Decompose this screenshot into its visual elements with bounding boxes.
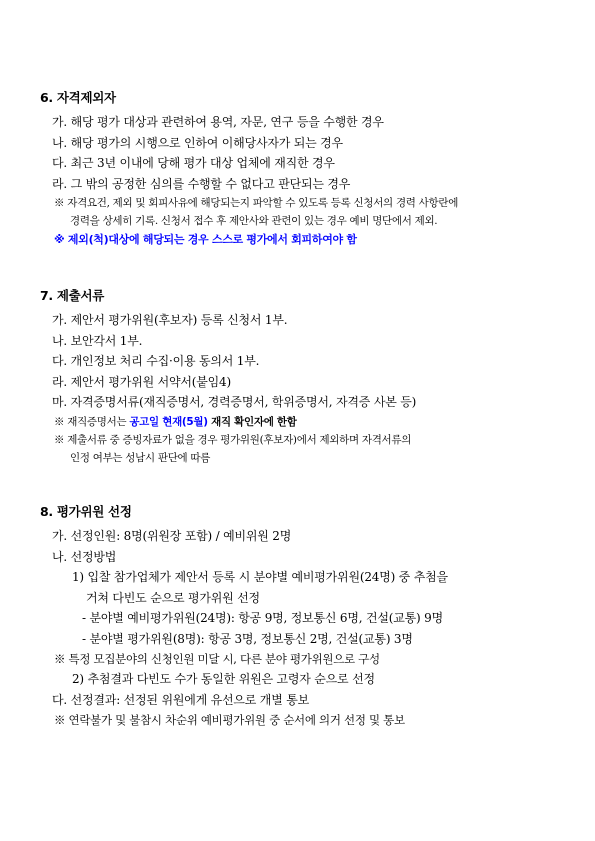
- employment-note-suffix: 재직 확인자에 한함: [207, 415, 297, 428]
- selection-shortage-note: ※ 특정 모집분야의 신청인원 미달 시, 다른 분야 평가위원으로 구성: [54, 652, 380, 666]
- document-item-ra: 라. 제안서 평가위원 서약서(붙임4): [52, 374, 231, 389]
- section-selection: [40, 502, 570, 730]
- employment-note-prefix: ※ 재직증명서는: [54, 415, 130, 428]
- disqualification-item-ga: 가. 해당 평가 대상과 관련하여 용역, 자문, 연구 등을 수행한 경우: [52, 115, 384, 129]
- disqualification-warning: ※ 제외(척)대상에 해당되는 경우 스스로 평가에서 회피하여야 함: [54, 233, 357, 246]
- selection-method-label: 나. 선정방법: [52, 549, 117, 564]
- documents-note-line2: 인정 여부는 성남시 판단에 따름: [70, 451, 211, 464]
- employment-certificate-note: [40, 413, 570, 431]
- disqualification-item-na: 나. 해당 평가의 시행으로 인하여 이해당사자가 되는 경우: [52, 135, 343, 150]
- disqualification-item-da: 다. 최근 3년 이내에 당해 평가 대상 업체에 재직한 경우: [52, 156, 335, 170]
- disqualification-item-ra: 라. 그 밖의 공정한 심의를 수행할 수 없다고 판단되는 경우: [52, 176, 351, 191]
- selection-method-1-line2: 거쳐 다빈도 순으로 평가위원 선정: [86, 590, 260, 605]
- selection-sub-reserve: - 분야별 예비평가위원(24명): 항공 9명, 정보통신 6명, 건설(교통) 9명: [82, 611, 443, 625]
- selection-result: 다. 선정결과: 선정된 위원에게 유선으로 개별 통보: [52, 692, 309, 707]
- selection-count: 가. 선정인원: 8명(위원장 포함) / 예비위원 2명: [52, 529, 292, 543]
- document-item-ma: 마. 자격증명서류(재직증명서, 경력증명서, 학위증명서, 자격증 사본 등): [52, 395, 417, 409]
- section-6-heading: 6. 자격제외자: [40, 90, 116, 105]
- document-item-ga: 가. 제안서 평가위원(후보자) 등록 신청서 1부.: [52, 313, 288, 327]
- document-item-na: 나. 보안각서 1부.: [52, 333, 143, 348]
- section-7-heading: 7. 제출서류: [40, 288, 104, 303]
- section-8-heading: 8. 평가위원 선정: [40, 504, 132, 519]
- selection-contact-note: ※ 연락불가 및 불참시 차순위 예비평가위원 중 순서에 의거 선정 및 통보: [54, 713, 405, 727]
- disqualification-note-line2: 경력을 상세히 기록. 신청서 접수 후 제안사와 관련이 있는 경우 예비 명단에서 제외.: [70, 215, 438, 227]
- employment-note-highlight: 공고일 현재(5월): [129, 415, 208, 428]
- document-item-da: 다. 개인정보 처리 수집·이용 동의서 1부.: [52, 354, 260, 368]
- selection-sub-final: - 분야별 평가위원(8명): 항공 3명, 정보통신 2명, 건설(교통) 3명: [82, 631, 413, 646]
- selection-method-2: 2) 추첨결과 다빈도 수가 동일한 위원은 고령자 순으로 선정: [72, 672, 375, 686]
- documents-note-line1: ※ 제출서류 중 증빙자료가 없을 경우 평가위원(후보자)에서 제외하며 자격서류의: [54, 433, 412, 446]
- disqualification-note-line1: ※ 자격요건, 제외 및 회피사유에 해당되는지 파악할 수 있도록 등록 신청서의 경력 사항란에: [54, 197, 459, 209]
- selection-method-1-line1: 1) 입찰 참가업체가 제안서 등록 시 분야별 예비평가위원(24명) 중 추첨을: [72, 570, 448, 584]
- section-documents: [40, 286, 570, 468]
- section-disqualification: [40, 88, 570, 249]
